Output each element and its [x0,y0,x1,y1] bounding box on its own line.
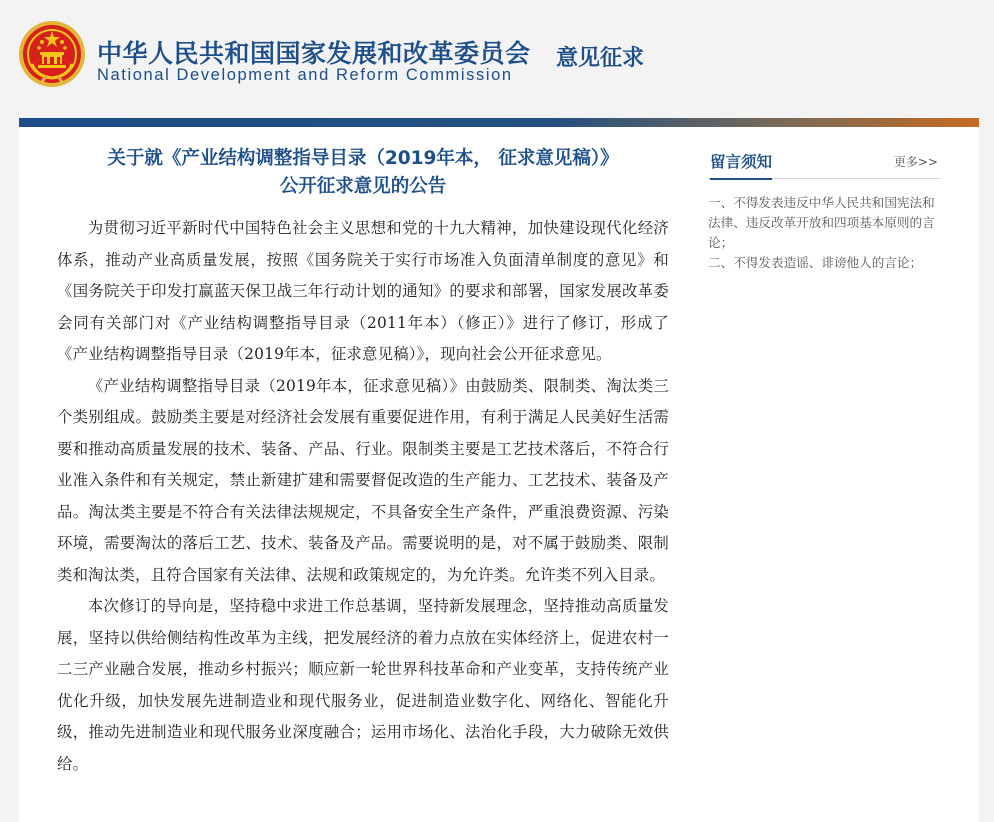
sidebar-header [708,147,940,179]
site-header [0,0,994,118]
sidebar-body [708,193,940,273]
article [57,145,669,780]
notice-item: 一、不得发表违反中华人民共和国宪法和法律、违反改革开放和四项基本原则的言论； [708,195,935,250]
section-title: 意见征求 [556,46,645,71]
content-panel [19,127,979,822]
sidebar-title: 留言须知 [710,150,772,180]
article-title-line1: 关于就《产业结构调整指导目录（2019年本， 征求意见稿）》 [107,148,619,169]
more-link[interactable]: 更多>> [893,155,938,169]
article-paragraph: 《产业结构调整指导目录（2019年本，征求意见稿）》由鼓励类、限制类、淘汰类三个类别组成。鼓励类主要是对经济社会发展有重要促进作用，有利于满足人民美好生活需要和推动高质量发展的技术、装备、产品、行业。限制类主要是工艺技术落后，不符合行业准入条件和有关规定，禁止新建扩建和需要督促改造的生产能力、工艺技术、装备及产品。淘汰类主要是不符合有关法律法规规定，不具备安全生产条件，严重浪费资源、污染环境，需要淘汰的落后工艺、技术、装备及产品。需要说明的是，对不属于鼓励类、限制类和淘汰类，且符合国家有关法律、法规和政策规定的，为允许类。允许类不列入目录。 [57,376,669,584]
notice-item: 二、不得发表造谣、诽谤他人的言论； [708,255,923,270]
sidebar-notice [708,147,940,273]
article-title-line2: 公开征求意见的公告 [279,176,447,197]
article-paragraph: 为贯彻习近平新时代中国特色社会主义思想和党的十九大精神，加快建设现代化经济体系，推动产业高质量发展，按照《国务院关于实行市场准入负面清单制度的意见》和《国务院关于印发打赢蓝天保卫战三年行动计划的通知》的要求和部署，国家发展改革委会同有关部门对《产业结构调整指导目录（2011年本）（修正）》进行了修订，形成了《产业结构调整指导目录（2019年本，征求意见稿）》，现向社会公开征求意见。 [57,219,669,363]
org-name-cn: 中华人民共和国国家发展和改革委员会 [97,39,531,68]
header-divider-bar [19,118,979,127]
org-name-en: National Development and Reform Commission [97,66,513,84]
article-title [57,145,669,201]
article-body [57,213,669,780]
article-paragraph: 本次修订的导向是，坚持稳中求进工作总基调，坚持新发展理念，坚持推动高质量发展，坚持以供给侧结构性改革为主线，把发展经济的着力点放在实体经济上，促进农村一二三产业融合发展，推动乡村振兴；顺应新一轮世界科技革命和产业变革，支持传统产业优化升级，加快发展先进制造业和现代服务业，促进制造业数字化、网络化、智能化升级，推动先进制造业和现代服务业深度融合；运用市场化、法治化手段，大力破除无效供给。 [57,597,669,773]
national-emblem-icon [18,20,86,88]
